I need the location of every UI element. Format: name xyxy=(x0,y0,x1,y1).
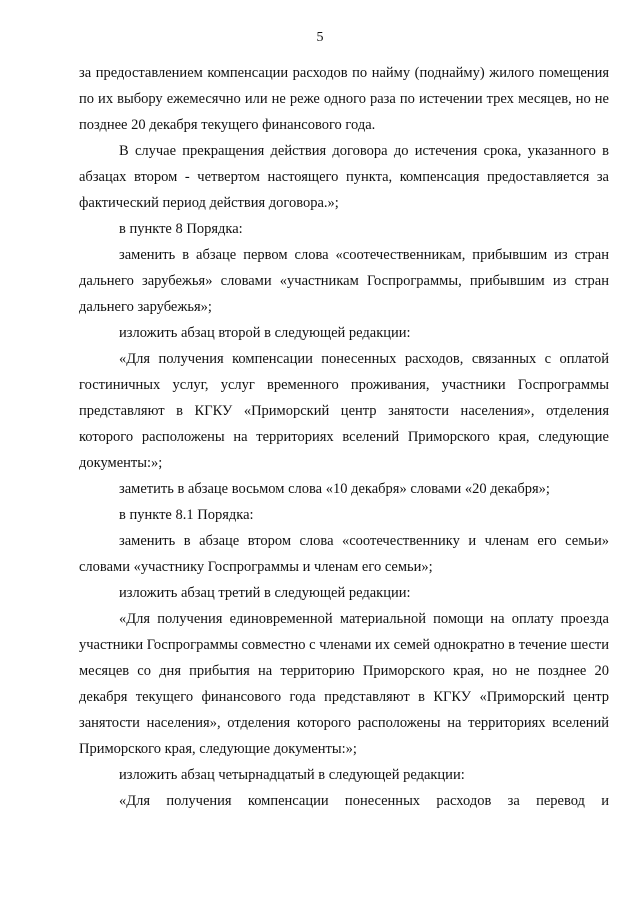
paragraph-replace-eighth: заметить в абзаце восьмом слова «10 декабря» словами «20 декабря»; xyxy=(119,481,550,497)
page-number: 5 xyxy=(316,30,324,45)
paragraph-replace-first: заменить в абзаце первом слова «соотечественникам, прибывшим из стран дальнего зарубежья» словами «участникам Госпрограммы, прибывшим из стран дальнего зарубежья»; xyxy=(79,247,609,315)
document-body xyxy=(79,60,609,814)
paragraph-replace-second: заменить в абзаце втором слова «соотечественнику и членам его семьи» словами «участнику Госпрограммы и членам его семьи»; xyxy=(79,533,609,575)
paragraph-termination-clause: В случае прекращения действия договора до истечения срока, указанного в абзацах втором - четвертом настоящего пункта, компенсация предоставляется за фактический период действия договора.»; xyxy=(79,143,609,211)
paragraph-material-aid: «Для получения единовременной материальной помощи на оплату проезда участники Госпрограммы совместно с членами их семей однократно в течение шести месяцев со дня прибытия на территорию Приморского края, но не позднее 20 декабря текущего финансового года представляют в КГКУ «Приморский центр занятости населения», отделения которого расположены на территориях вселений Приморского края, следующие документы:»; xyxy=(79,611,609,757)
paragraph-hotel-compensation: «Для получения компенсации понесенных расходов, связанных с оплатой гостиничных услуг, услуг временного проживания, участники Госпрограммы представляют в КГКУ «Приморский центр занятости населения», отделения которого расположены на территориях вселений Приморского края, следующие документы:»; xyxy=(79,351,609,471)
paragraph-third-abzac: изложить абзац третий в следующей редакции: xyxy=(119,585,411,601)
paragraph-transfer-compensation: «Для получения компенсации понесенных расходов за перевод и xyxy=(119,793,609,809)
paragraph-fourteenth-abzac: изложить абзац четырнадцатый в следующей редакции: xyxy=(119,767,465,783)
paragraph-second-abzac: изложить абзац второй в следующей редакции: xyxy=(119,325,411,341)
paragraph-item-8-heading: в пункте 8 Порядка: xyxy=(119,221,243,237)
paragraph-item-8-1-heading: в пункте 8.1 Порядка: xyxy=(119,507,254,523)
paragraph-continuation: за предоставлением компенсации расходов по найму (поднайму) жилого помещения по их выбору ежемесячно или не реже одного раза по истечении трех месяцев, но не позднее 20 декабря текущего финансового года. xyxy=(79,65,609,133)
